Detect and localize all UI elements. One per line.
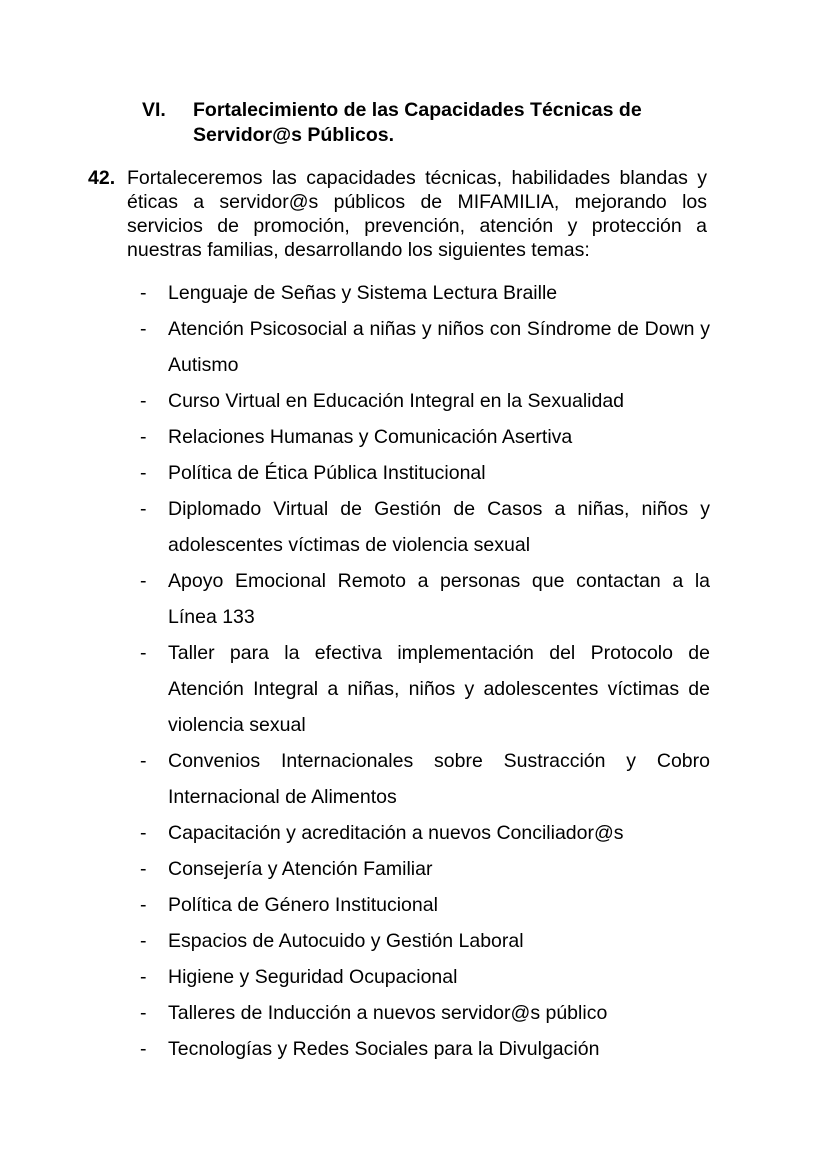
list-bullet: - <box>140 966 147 988</box>
list-bullet: - <box>140 462 147 484</box>
list-item <box>140 455 710 491</box>
list-item-text: Política de Género Institucional <box>168 894 438 916</box>
list-item <box>140 743 710 815</box>
list-item <box>140 959 710 995</box>
list-item <box>140 311 710 383</box>
list-item-text: Talleres de Inducción a nuevos servidor@s público <box>168 1002 608 1024</box>
list-item-text: Atención Psicosocial a niñas y niños con Síndrome de Down y Autismo <box>168 318 710 376</box>
list-item-text: Espacios de Autocuido y Gestión Laboral <box>168 930 524 952</box>
list-item <box>140 815 710 851</box>
list-item-text: Relaciones Humanas y Comunicación Asertiva <box>168 426 573 448</box>
list-item-text: Convenios Internacionales sobre Sustracción y Cobro Internacional de Alimentos <box>168 750 710 808</box>
list-item-text: Taller para la efectiva implementación del Protocolo de Atención Integral a niñas, niños y adolescentes víctimas de violencia sexual <box>168 642 710 736</box>
list-bullet: - <box>140 894 147 916</box>
paragraph-text: Fortaleceremos las capacidades técnicas, habilidades blandas y éticas a servidor@s públicos de MIFAMILIA, mejorando los servicios de promoción, prevención, atención y protección a nuestras familias, desarrollando los siguientes temas: <box>127 167 707 261</box>
list-bullet: - <box>140 822 147 844</box>
list-bullet: - <box>140 318 147 340</box>
list-bullet: - <box>140 858 147 880</box>
list-bullet: - <box>140 930 147 952</box>
list-item <box>140 1031 710 1067</box>
list-bullet: - <box>140 642 147 664</box>
list-bullet: - <box>140 1038 147 1060</box>
topics-list <box>140 275 710 1067</box>
list-item-text: Curso Virtual en Educación Integral en la Sexualidad <box>168 390 625 412</box>
list-item <box>140 419 710 455</box>
list-item-text: Higiene y Seguridad Ocupacional <box>168 966 458 988</box>
list-item <box>140 635 710 743</box>
list-item <box>140 491 710 563</box>
list-bullet: - <box>140 570 147 592</box>
list-item-text: Tecnologías y Redes Sociales para la Divulgación <box>168 1038 600 1060</box>
list-item-text: Política de Ética Pública Institucional <box>168 462 486 484</box>
list-item <box>140 923 710 959</box>
list-bullet: - <box>140 282 147 304</box>
list-item <box>140 851 710 887</box>
list-item-text: Apoyo Emocional Remoto a personas que contactan a la Línea 133 <box>168 570 710 628</box>
paragraph-number: 42. <box>88 167 116 189</box>
list-item <box>140 563 710 635</box>
list-item <box>140 275 710 311</box>
section-title: Fortalecimiento de las Capacidades Técnicas de Servidor@s Públicos. <box>193 99 642 146</box>
list-bullet: - <box>140 390 147 412</box>
list-item-text: Diplomado Virtual de Gestión de Casos a niñas, niños y adolescentes víctimas de violencia sexual <box>168 498 710 556</box>
list-bullet: - <box>140 498 147 520</box>
section-number: VI. <box>142 99 166 121</box>
list-bullet: - <box>140 750 147 772</box>
list-bullet: - <box>140 1002 147 1024</box>
list-item <box>140 383 710 419</box>
list-item <box>140 995 710 1031</box>
list-item-text: Consejería y Atención Familiar <box>168 858 433 880</box>
list-bullet: - <box>140 426 147 448</box>
list-item <box>140 887 710 923</box>
list-item-text: Lenguaje de Señas y Sistema Lectura Braille <box>168 282 558 304</box>
list-item-text: Capacitación y acreditación a nuevos Conciliador@s <box>168 822 624 844</box>
